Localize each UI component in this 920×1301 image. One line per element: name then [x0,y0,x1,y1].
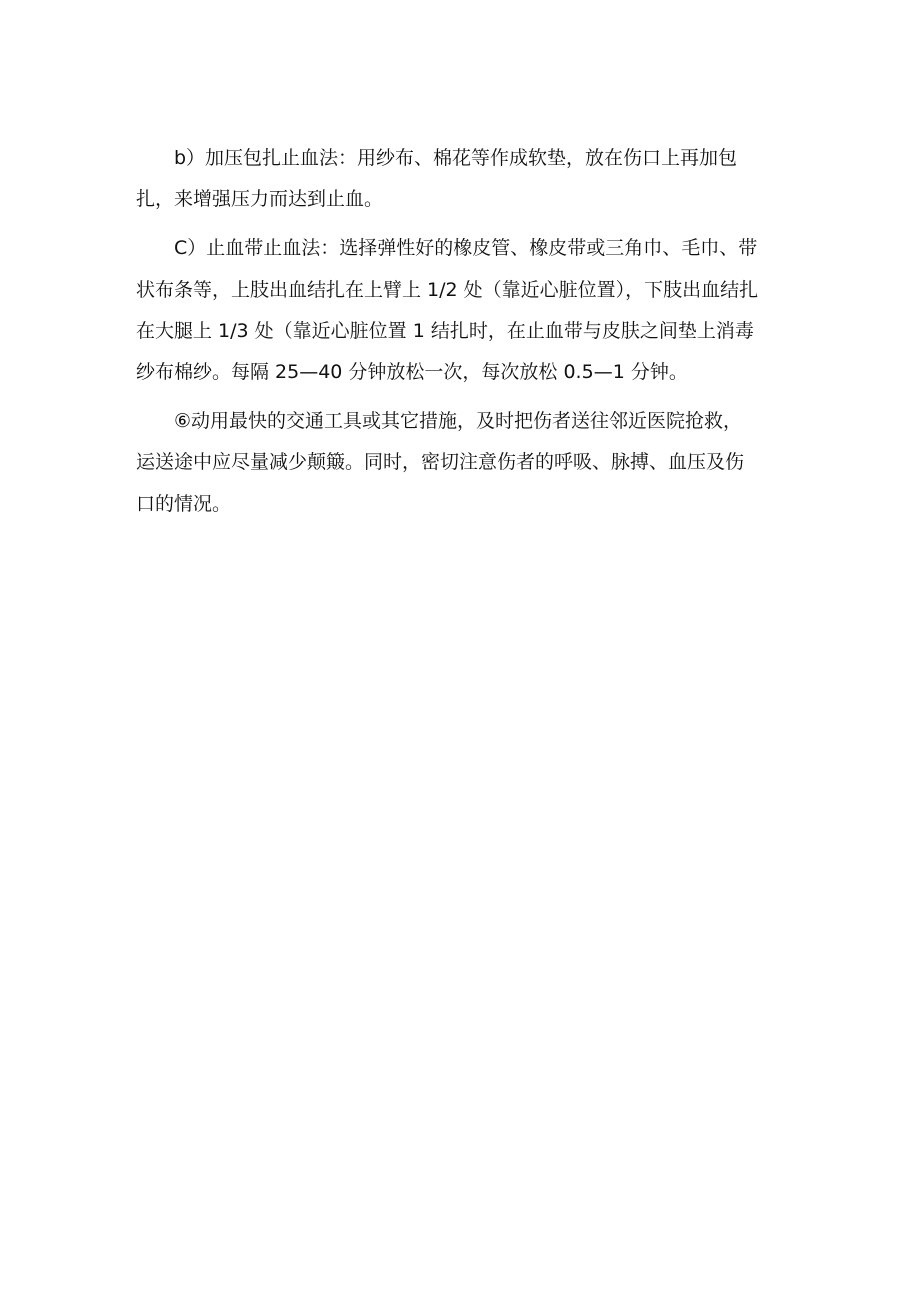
text-line: 口的情况。 [136,492,232,515]
text-line: b）加压包扎止血法：用纱布、棉花等作成软垫，放在伤口上再加包 [174,147,738,169]
text-line: 在大腿上 1/3 处（靠近心脏位置 1 结扎时，在止血带与皮肤之间垫上消毒 [136,319,754,342]
paragraph-tourniquet [136,228,786,393]
text-line: 运送途中应尽量减少颠簸。同时，密切注意伤者的呼吸、脉搏、血压及伤 [136,451,745,474]
text-line: ⑥动用最快的交通工具或其它措施，及时把伤者送往邻近医院抢救， [174,410,743,433]
paragraph-pressure-bandage [136,138,786,220]
document-body [136,138,786,533]
text-line: 状布条等，上肢出血结扎在上臂上 1/2 处（靠近心脏位置），下肢出血结扎 [136,278,759,301]
text-line: 扎，来增强压力而达到止血。 [136,188,384,211]
text-line: 纱布棉纱。每隔 25—40 分钟放松一次，每次放松 0.5—1 分钟。 [136,361,688,384]
paragraph-transport [136,401,786,525]
text-line: C）止血带止血法：选择弹性好的橡皮管、橡皮带或三角巾、毛巾、带 [174,237,758,260]
